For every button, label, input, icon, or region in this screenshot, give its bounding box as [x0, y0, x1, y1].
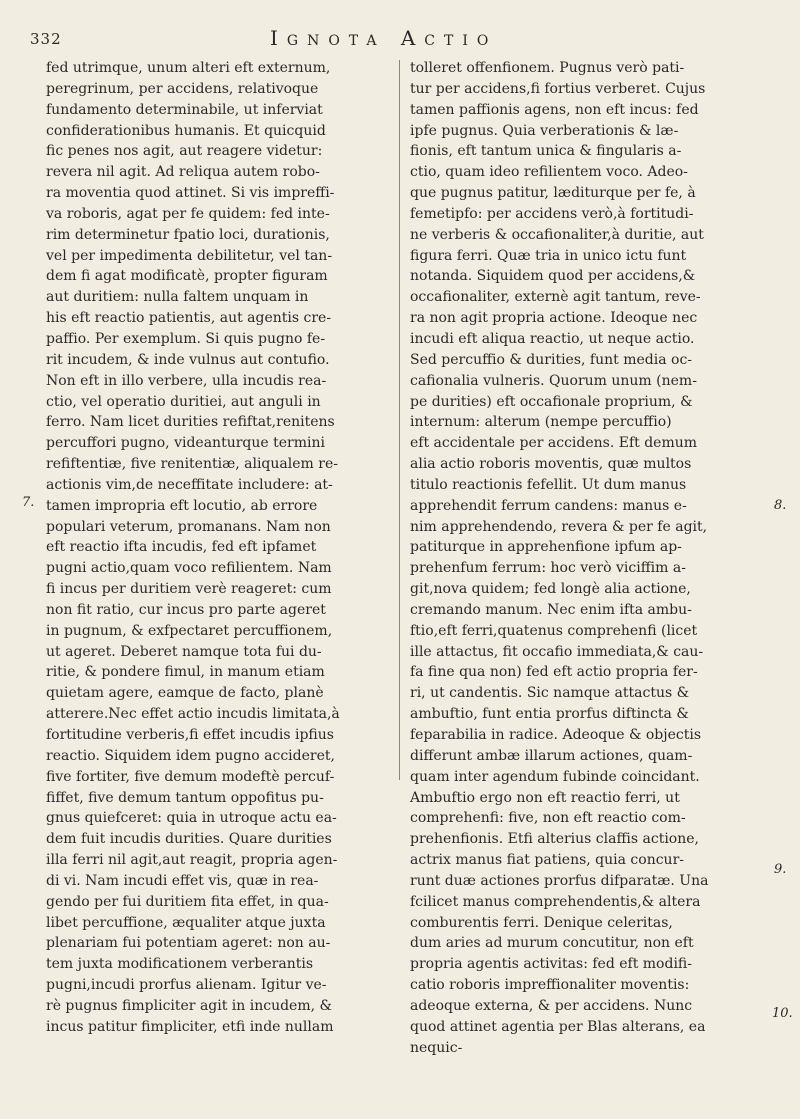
text-line: actionis vim,de neceffitate includere: at- [46, 476, 333, 493]
text-line: non fit ratio, cur incus pro parte ageret [46, 601, 326, 618]
text-line: differunt ambæ illarum actiones, quam- [410, 747, 693, 764]
text-line: incus patitur fimpliciter, etfi inde nullam [46, 1018, 334, 1035]
text-line: que pugnus patitur, læditurque per fe, à [410, 185, 696, 202]
text-line: pugni actio,quam voco refilientem. Nam [46, 560, 332, 577]
text-line: prehenfionis. Etfi alterius claffis actione, [410, 831, 699, 848]
text-line: Non eft in illo verbere, ulla incudis rea- [46, 372, 327, 389]
text-line: in pugnum, & exfpectaret percuffionem, [46, 622, 333, 639]
text-line: tamen paffionis agens, non eft incus: fed [410, 101, 699, 118]
text-line: refiftentiæ, five renitentiæ, aliqualem re- [46, 456, 338, 473]
text-line: pe durities) eft occafionale proprium, & [410, 393, 693, 410]
text-line: ut ageret. Deberet namque tota fui du- [46, 643, 322, 660]
text-line: his eft reactio patientis, aut agentis cre- [46, 310, 332, 327]
text-line: ambuftio, funt entia prorfus diftincta & [410, 706, 689, 723]
text-line: ri, ut candentis. Sic namque attactus & [410, 685, 690, 702]
running-head: Ignota Actio [270, 26, 498, 50]
text-line: pugni,incudi prorfus alienam. Igitur ve- [46, 977, 327, 994]
text-line: feparabilia in radice. Adeoque & objectis [410, 727, 702, 743]
text-line: fi incus per duritiem verè reageret: cum [46, 581, 332, 598]
text-line: quietam agere, eamque de facto, planè [46, 685, 324, 702]
text-line: Ambuftio ergo non eft reactio ferri, ut [410, 789, 680, 806]
text-line: tolleret offenfionem. Pugnus verò pati- [410, 60, 685, 76]
text-line: comburentis ferri. Denique celeritas, [410, 914, 673, 931]
text-line: rim determinetur fpatio loci, durationis, [46, 226, 330, 243]
text-line: aut duritiem: nulla faltem unquam in [46, 289, 309, 306]
text-line: gnus quiefceret: quia in utroque actu ea- [46, 810, 337, 827]
text-line: va roboris, agat per fe quidem: fed inte- [46, 205, 330, 222]
text-line: notanda. Siquidem quod per accidens,& [410, 268, 696, 285]
text-line: fed utrimque, unum alteri eft externum, [46, 60, 331, 76]
text-line: fionis, eft tantum unica & fingularis a- [410, 143, 682, 160]
margin-note-10: 10. [772, 1006, 793, 1021]
text-line: confiderationibus humanis. Et quicquid [46, 122, 326, 139]
text-line: vel per impedimenta debilitetur, vel tan- [46, 247, 333, 264]
text-line: tem juxta modificationem verberantis [46, 956, 314, 973]
text-line: git,nova quidem; fed longè alia actione, [410, 581, 691, 598]
text-line: nequic- [410, 1039, 463, 1056]
text-line: dem fi agat modificatè, propter figuram [46, 268, 328, 285]
text-line: revera nil agit. Ad reliqua autem robo- [46, 164, 320, 181]
text-line: quod attinet agentia per Blas alterans, ea [410, 1018, 706, 1035]
text-line: comprehenfi: five, non eft reactio com- [410, 810, 686, 827]
text-line: titulo reactionis fefellit. Ut dum manus [410, 476, 687, 493]
margin-note-8: 8. [774, 498, 787, 513]
text-line: dum aries ad murum concutitur, non eft [410, 935, 694, 952]
text-line: eft reactio ifta incudis, fed eft ipfamet [46, 539, 317, 556]
text-line: plenariam fui potentiam ageret: non au- [46, 935, 331, 952]
text-line: percuffori pugno, videanturque termini [46, 435, 325, 452]
text-line: five fortiter, five demum modeftè percuf- [46, 768, 335, 785]
text-line: dem fuit incudis durities. Quare durities [46, 831, 332, 848]
text-line: fiffet, five demum tantum oppofitus pu- [46, 789, 324, 806]
margin-note-7: 7. [22, 495, 35, 510]
text-line: actrix manus fiat patiens, quia concur- [410, 852, 684, 869]
text-line: ferro. Nam licet durities refiftat,renitens [46, 414, 335, 431]
text-line: ritie, & pondere fimul, in manum etiam [46, 664, 325, 681]
text-line: tamen impropria eft locutio, ab errore [46, 497, 318, 514]
text-line: Sed percuffio & durities, funt media oc- [410, 351, 693, 368]
text-line: ra moventia quod attinet. Si vis impreffi- [46, 185, 335, 202]
text-line: rè pugnus fimpliciter agit in incudem, & [46, 997, 332, 1014]
text-line: quam inter agendum fubinde coincidant. [410, 768, 700, 785]
text-line: fa fine qua non) fed eft actio propria fer- [410, 664, 698, 681]
text-line: ne verberis & occafionaliter,à duritie, aut [410, 226, 704, 243]
page-number: 332 [30, 30, 62, 48]
text-line: alia actio roboris moventis, quæ multos [410, 456, 692, 473]
text-line: incudi eft aliqua reactio, ut neque actio. [410, 330, 695, 347]
text-line: illa ferri nil agit,aut reagit, propria agen- [46, 852, 338, 869]
text-line: gendo per fui duritiem fita effet, in qua- [46, 893, 329, 910]
text-line: internum: alterum (nempe percuffio) [410, 414, 672, 431]
text-line: femetipfo: per accidens verò,à fortitudi- [410, 205, 694, 222]
text-line: catio roboris impreffionaliter moventis: [410, 977, 690, 994]
text-line: ipfe pugnus. Quia verberationis & læ- [410, 122, 679, 139]
text-line: ille attactus, fit occafio immediata,& cau- [410, 643, 704, 660]
text-line: ftio,eft ferri,quatenus comprehenfi (licet [410, 622, 698, 639]
text-line: apprehendit ferrum candens: manus e- [410, 497, 687, 514]
text-line: atterere.Nec effet actio incudis limitata,à [46, 706, 340, 723]
text-line: populari veterum, promanans. Nam non [46, 518, 331, 535]
text-line: fic penes nos agit, aut reagere videtur: [46, 143, 323, 160]
text-line: prehenfum ferrum: hoc verò viciffim a- [410, 560, 686, 577]
text-line: rit incudem, & inde vulnus aut contufio. [46, 351, 330, 368]
text-line: cafionalia vulneris. Quorum unum (nem- [410, 372, 697, 389]
text-line: adeoque externa, & per accidens. Nunc [410, 997, 693, 1014]
column-divider [399, 60, 400, 780]
text-line: ctio, quam ideo refilientem voco. Adeo- [410, 164, 688, 181]
text-line: ra non agit propria actione. Ideoque nec [410, 310, 698, 327]
text-line: fundamento determinabile, ut inferviat [46, 101, 323, 118]
page-header [30, 26, 770, 56]
text-line: di vi. Nam incudi effet vis, quæ in rea- [46, 872, 319, 889]
text-line: patiturque in apprehenfione ipfum ap- [410, 539, 682, 556]
text-line: runt duæ actiones prorfus difparatæ. Una [410, 872, 709, 889]
text-line: propria agentis activitas: fed eft modifi- [410, 956, 692, 973]
text-line: peregrinum, per accidens, relativoque [46, 80, 319, 97]
text-line: figura ferri. Quæ tria in unico ictu funt [410, 247, 687, 264]
text-line: libet percuffione, æqualiter atque juxta [46, 914, 326, 931]
left-text-column [46, 58, 388, 1038]
right-text-column [410, 58, 770, 1059]
text-line: nim apprehendendo, revera & per fe agit, [410, 518, 708, 535]
text-line: tur per accidens,fi fortius verberet. Cujus [410, 80, 706, 97]
text-line: reactio. Siquidem idem pugno accideret, [46, 747, 335, 764]
text-line: ctio, vel operatio duritiei, aut anguli in [46, 393, 321, 410]
text-line: paffio. Per exemplum. Si quis pugno fe- [46, 330, 326, 347]
text-line: occafionaliter, externè agit tantum, reve- [410, 289, 701, 306]
text-line: cremando manum. Nec enim ifta ambu- [410, 601, 692, 618]
text-line: eft accidentale per accidens. Eft demum [410, 435, 698, 452]
margin-note-9: 9. [774, 862, 787, 877]
text-line: fortitudine verberis,fi effet incudis ipfius [46, 727, 334, 743]
text-line: fcilicet manus comprehendentis,& altera [410, 893, 701, 910]
